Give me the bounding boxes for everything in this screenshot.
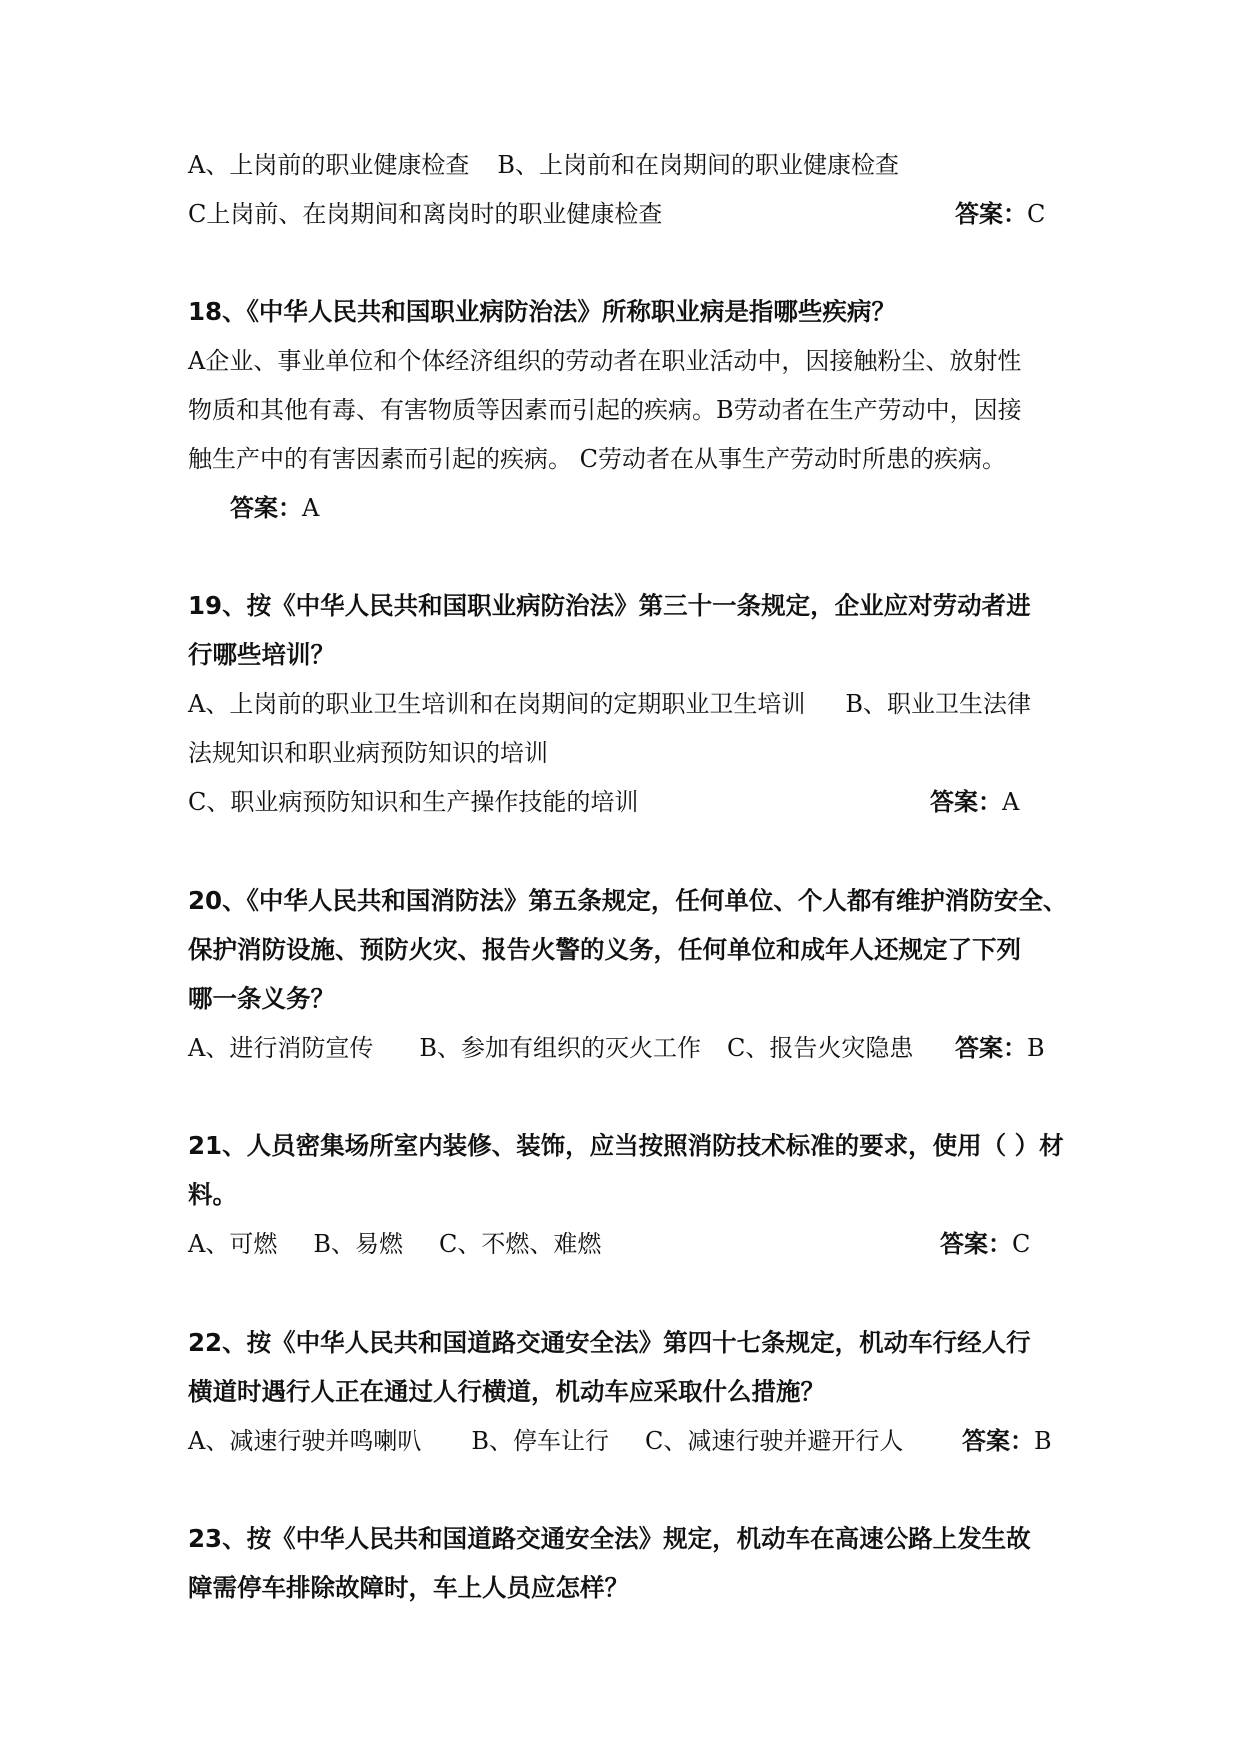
q17-option-c: C上岗前、在岗期间和离岗时的职业健康检查 (188, 200, 663, 228)
q22-answer-value: B (1034, 1427, 1052, 1455)
q20-answer-label: 答案： (955, 1034, 1027, 1062)
q17-answer (955, 197, 1045, 231)
q20-option-b: B、参加有组织的灭火工作 (419, 1034, 701, 1062)
q18-body-line2: 物质和其他有毒、有害物质等因素而引起的疾病。B劳动者在生产劳动中，因接 (188, 396, 1022, 424)
q20-option-c: C、报告火灾隐患 (726, 1034, 914, 1062)
q23-question-line2: 障需停车排除故障时，车上人员应怎样？ (188, 1573, 629, 1602)
q19-option-c: C、职业病预防知识和生产操作技能的培训 (188, 788, 639, 816)
q21-options (188, 1227, 601, 1261)
q19-option-b: B、职业卫生法律 (845, 690, 1031, 718)
q17-options-ab (188, 148, 899, 182)
q21-option-c: C、不燃、难燃 (438, 1230, 602, 1258)
q21-answer-label: 答案： (940, 1230, 1012, 1258)
q19-answer-label: 答案： (930, 788, 1002, 816)
q19-answer-value: A (1002, 788, 1020, 816)
q22-answer (962, 1424, 1052, 1458)
q21-answer-value: C (1012, 1230, 1031, 1258)
q18-answer-value: A (302, 494, 320, 522)
q19-question-line2: 行哪些培训？ (188, 640, 335, 669)
q20-question-line3: 哪一条义务？ (188, 984, 335, 1013)
q20-option-a: A、进行消防宣传 (188, 1034, 374, 1062)
q22-question-line2: 横道时遇行人正在通过人行横道，机动车应采取什么措施？ (188, 1377, 825, 1406)
q18-answer (230, 491, 319, 525)
q17-answer-value: C (1027, 200, 1046, 228)
q22-options (188, 1424, 903, 1458)
q17-answer-label: 答案： (955, 200, 1027, 228)
q19-question-line1: 19、按《中华人民共和国职业病防治法》第三十一条规定，企业应对劳动者进 (188, 591, 1031, 620)
q22-option-a: A、减速行驶并鸣喇叭 (188, 1427, 422, 1455)
q21-answer (940, 1227, 1030, 1261)
q17-option-a: A、上岗前的职业健康检查 (188, 151, 470, 179)
q19-options-line2: 法规知识和职业病预防知识的培训 (188, 739, 548, 767)
q21-question-line1: 21、人员密集场所室内装修、装饰，应当按照消防技术标准的要求，使用（ ）材 (188, 1131, 1064, 1160)
q18-body-line3: 触生产中的有害因素而引起的疾病。 C劳动者在从事生产劳动时所患的疾病。 (188, 445, 1006, 473)
q19-option-a: A、上岗前的职业卫生培训和在岗期间的定期职业卫生培训 (188, 690, 806, 718)
q22-answer-label: 答案： (962, 1427, 1034, 1455)
q21-option-b: B、易燃 (313, 1230, 403, 1258)
q21-option-a: A、可燃 (188, 1230, 278, 1258)
q20-options (188, 1031, 913, 1065)
q17-option-b: B、上岗前和在岗期间的职业健康检查 (497, 151, 899, 179)
q18-question: 18、《中华人民共和国职业病防治法》所称职业病是指哪些疾病？ (188, 297, 896, 326)
q19-options-line1 (188, 687, 1031, 721)
q22-option-b: B、停车让行 (471, 1427, 609, 1455)
q20-answer-value: B (1027, 1034, 1045, 1062)
q23-question-line1: 23、按《中华人民共和国道路交通安全法》规定，机动车在高速公路上发生故 (188, 1524, 1031, 1553)
q21-question-line2: 料。 (188, 1180, 237, 1209)
q19-answer (930, 785, 1019, 819)
q22-option-c: C、减速行驶并避开行人 (644, 1427, 904, 1455)
q18-body-line1: A企业、事业单位和个体经济组织的劳动者在职业活动中，因接触粉尘、放射性 (188, 347, 1022, 375)
q18-answer-label: 答案： (230, 494, 302, 522)
q20-question-line2: 保护消防设施、预防火灾、报告火警的义务，任何单位和成年人还规定了下列 (188, 935, 1021, 964)
q20-answer (955, 1031, 1045, 1065)
q22-question-line1: 22、按《中华人民共和国道路交通安全法》第四十七条规定，机动车行经人行 (188, 1328, 1031, 1357)
q20-question-line1: 20、《中华人民共和国消防法》第五条规定，任何单位、个人都有维护消防安全、 (188, 886, 1068, 915)
